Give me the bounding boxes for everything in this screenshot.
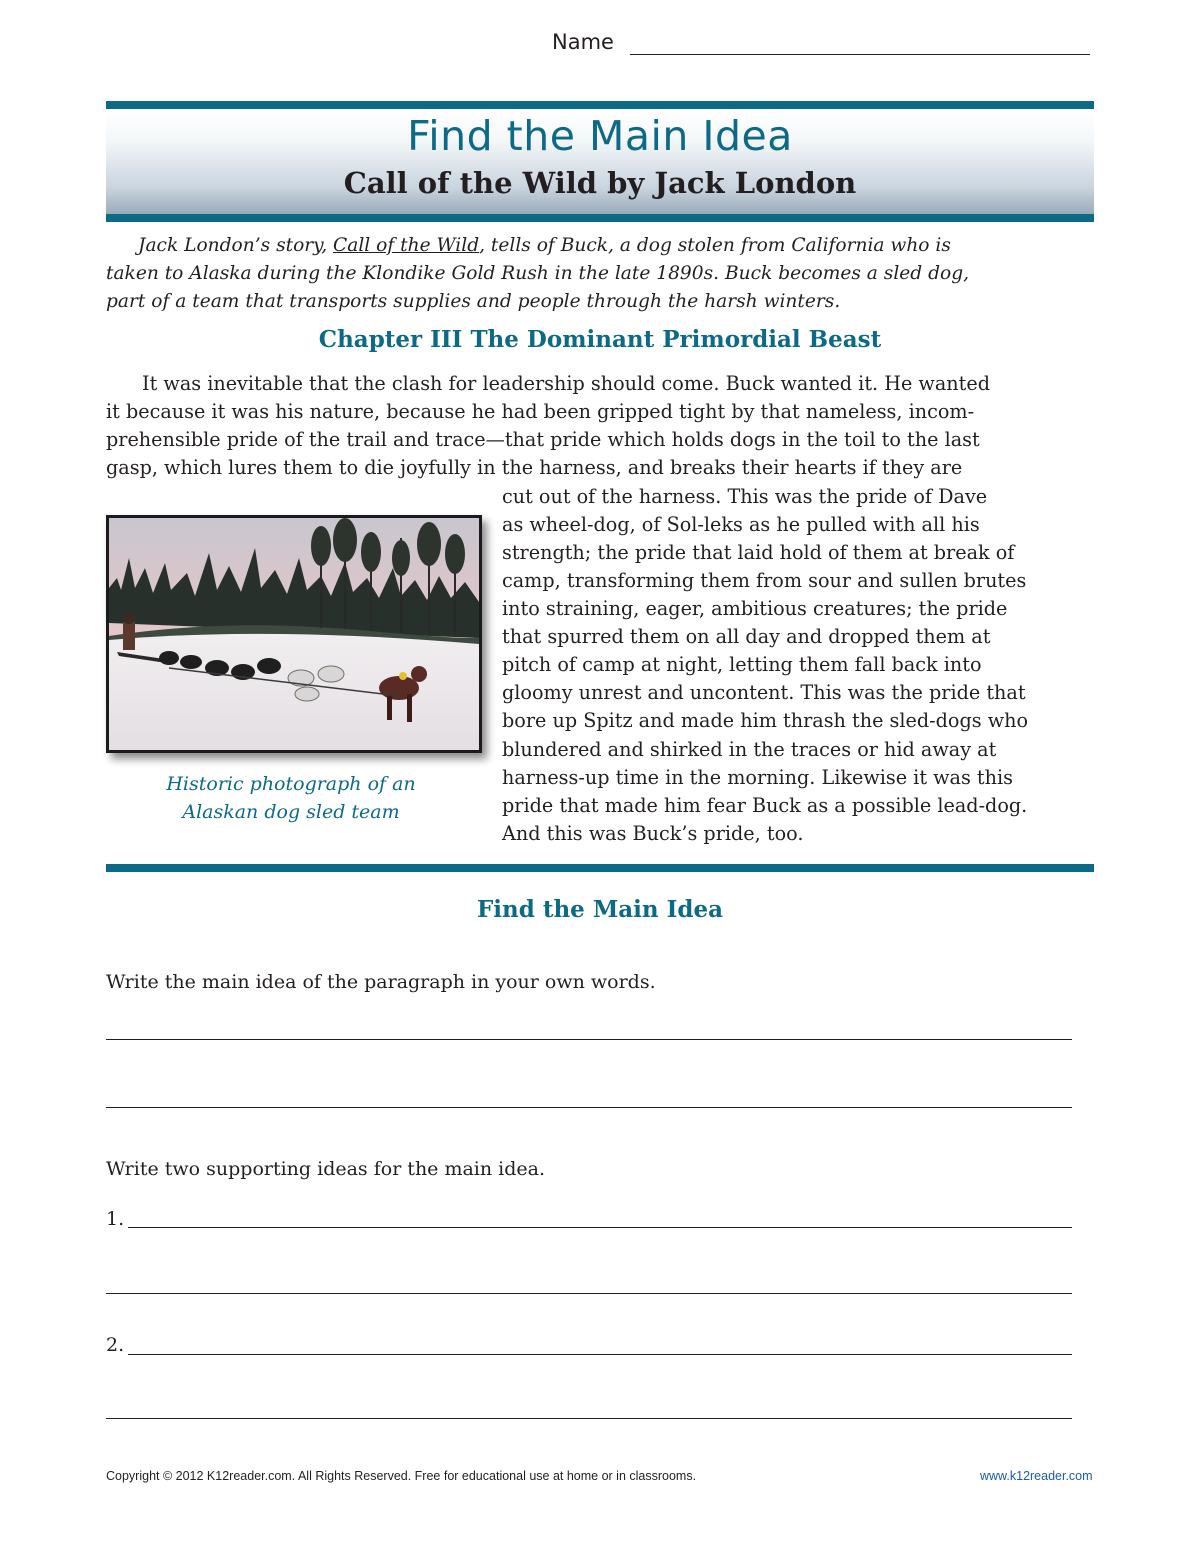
- passage-line: gloomy unrest and uncontent. This was the pride that: [502, 681, 1026, 704]
- supporting-idea-number-2: 2.: [106, 1334, 125, 1356]
- exercise-title: Find the Main Idea: [476, 896, 724, 923]
- passage-line: It was inevitable that the clash for leadership should come. Buck wanted it. He wanted: [142, 372, 990, 395]
- website-link[interactable]: www.k12reader.com: [980, 1469, 1093, 1483]
- intro-text-start: Jack London’s story,: [138, 235, 334, 256]
- passage-line: camp, transforming them from sour and sullen brutes: [502, 569, 1027, 592]
- intro-paragraph: [106, 232, 1094, 316]
- main-idea-answer-line-2[interactable]: [106, 1107, 1072, 1108]
- passage-line: pride that made him fear Buck as a possible lead-dog.: [502, 794, 1028, 817]
- supporting-idea-1-line-2[interactable]: [106, 1293, 1072, 1294]
- intro-text-line3: part of a team that transports supplies and people through the harsh winters.: [106, 291, 841, 312]
- supporting-idea-2-line-1[interactable]: [128, 1354, 1072, 1355]
- passage-line: bore up Spitz and made him thrash the sled-dogs who: [502, 709, 1029, 732]
- passage-line: pitch of camp at night, letting them fall back into: [502, 653, 982, 676]
- name-field[interactable]: [552, 30, 1092, 60]
- name-write-line[interactable]: [630, 54, 1090, 55]
- header-top-rule: [106, 101, 1094, 109]
- passage-line: gasp, which lures them to die joyfully in the harness, and breaks their hearts if they are: [106, 456, 963, 479]
- caption-line: Historic photograph of an: [166, 773, 416, 795]
- copyright-notice: Copyright © 2012 K12reader.com. All Rights Reserved. Free for educational use at home or in classrooms.: [106, 1469, 697, 1483]
- passage-line: blundered and shirked in the traces or hid away at: [502, 738, 997, 761]
- book-title: Call of the Wild: [333, 235, 480, 256]
- passage-line: cut out of the harness. This was the pride of Dave: [502, 485, 988, 508]
- caption-line: Alaskan dog sled team: [182, 801, 400, 823]
- passage-line: into straining, eager, ambitious creatures; the pride: [502, 597, 1008, 620]
- passage-line: strength; the pride that laid hold of them at break of: [502, 541, 1015, 564]
- passage-line: prehensible pride of the trail and trace—that pride which holds dogs in the toil to the last: [106, 428, 980, 451]
- supporting-idea-2-line-2[interactable]: [106, 1418, 1072, 1419]
- photo-caption: [106, 770, 476, 826]
- passage-line: harness-up time in the morning. Likewise it was this: [502, 766, 1013, 789]
- passage-line: it because it was his nature, because he had been gripped tight by that nameless, incom-: [106, 400, 975, 423]
- supporting-idea-number-1: 1.: [106, 1208, 125, 1230]
- intro-text-line1: , tells of Buck, a dog stolen from California who is: [479, 235, 951, 256]
- header-bottom-rule: [106, 214, 1094, 222]
- section-divider: [106, 864, 1094, 872]
- intro-text-line2: taken to Alaska during the Klondike Gold Rush in the late 1890s. Buck becomes a sled dog,: [106, 263, 970, 284]
- dog-sled-illustration: [109, 518, 479, 750]
- main-idea-answer-line-1[interactable]: [106, 1039, 1072, 1040]
- supporting-idea-1-line-1[interactable]: [128, 1227, 1072, 1228]
- chapter-title: Chapter III The Dominant Primordial Beast: [318, 326, 882, 353]
- dog-sled-photo: [106, 515, 482, 753]
- passage-line: And this was Buck’s pride, too.: [502, 822, 804, 845]
- passage-line: as wheel-dog, of Sol-leks as he pulled with all his: [502, 513, 980, 536]
- passage-line: that spurred them on all day and dropped them at: [502, 625, 991, 648]
- supporting-ideas-prompt: Write two supporting ideas for the main idea.: [106, 1158, 546, 1180]
- page-subtitle: Call of the Wild by Jack London: [343, 166, 857, 200]
- name-label: Name: [552, 30, 614, 54]
- main-idea-prompt: Write the main idea of the paragraph in your own words.: [106, 971, 656, 993]
- page-title: Find the Main Idea: [407, 112, 793, 160]
